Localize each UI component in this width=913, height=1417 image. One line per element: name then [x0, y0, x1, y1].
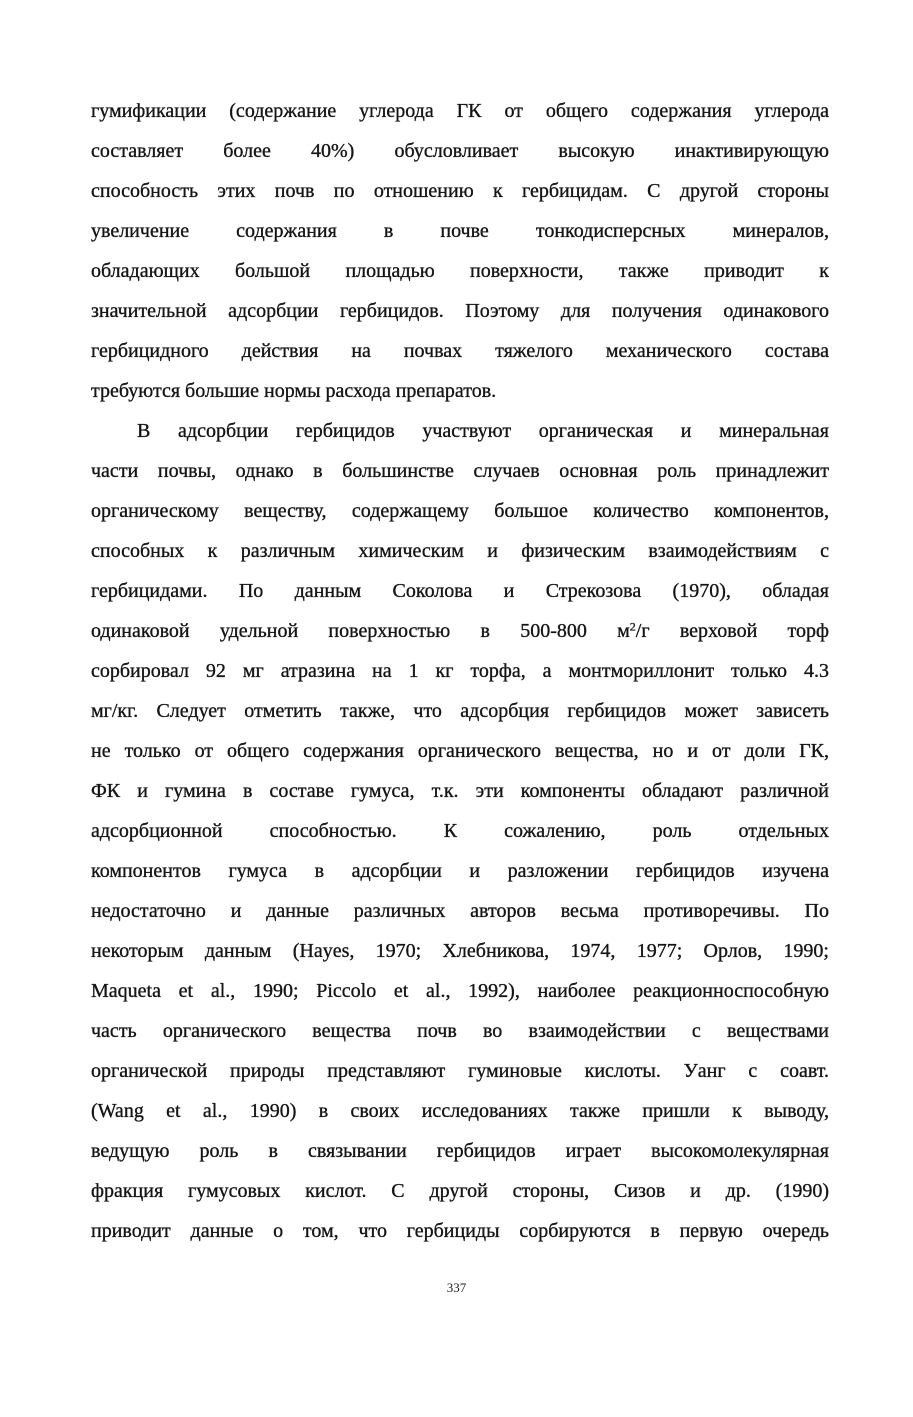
paragraph-1: [91, 91, 829, 411]
text-line: (Wang et al., 1990) в своих исследованиях также пришли к выводу,: [91, 1100, 829, 1122]
text-line: органическому веществу, содержащему большое количество компонентов,: [91, 500, 829, 522]
text-line: Maqueta et al., 1990; Piccolo et al., 1992), наиболее реакционноспособную: [91, 980, 829, 1002]
text-line: значительной адсорбции гербицидов. Поэтому для получения одинакового: [91, 300, 829, 322]
text-line: требуются большие нормы расхода препаратов.: [91, 380, 497, 402]
text-line: способность этих почв по отношению к гербицидам. С другой стороны: [91, 180, 829, 202]
text-line: гумификации (содержание углерода ГК от общего содержания углерода: [91, 100, 829, 122]
text-line: приводит данные о том, что гербициды сорбируются в первую очередь: [91, 1220, 829, 1242]
text-line: недостаточно и данные различных авторов весьма противоречивы. По: [91, 900, 829, 922]
text-line: ведущую роль в связывании гербицидов играет высокомолекулярная: [91, 1140, 829, 1162]
text-line: часть органического вещества почв во взаимодействии с веществами: [91, 1020, 829, 1042]
text-segment: /г верховой торф: [635, 620, 829, 642]
text-line-with-superscript: [91, 611, 829, 651]
text-line: увеличение содержания в почве тонкодисперсных минералов,: [91, 220, 829, 242]
text-line: некоторым данным (Hayes, 1970; Хлебникова, 1974, 1977; Орлов, 1990;: [91, 940, 829, 962]
text-line: обладающих большой площадью поверхности, также приводит к: [91, 260, 829, 282]
text-line: гербицидами. По данным Соколова и Стрекозова (1970), обладая: [91, 580, 829, 602]
text-line: не только от общего содержания органического вещества, но и от доли ГК,: [91, 740, 829, 762]
text-line: составляет более 40%) обусловливает высокую инактивирующую: [91, 140, 829, 162]
text-line: фракция гумусовых кислот. С другой стороны, Сизов и др. (1990): [91, 1180, 829, 1202]
text-line: способных к различным химическим и физическим взаимодействиям с: [91, 540, 829, 562]
text-line: сорбировал 92 мг атразина на 1 кг торфа, а монтмориллонит только 4.3: [91, 660, 829, 682]
text-line: адсорбционной способностью. К сожалению, роль отдельных: [91, 820, 829, 842]
text-line: части почвы, однако в большинстве случаев основная роль принадлежит: [91, 460, 829, 482]
text-line: В адсорбции гербицидов участвуют органическая и минеральная: [137, 420, 829, 442]
text-line: ФК и гумина в составе гумуса, т.к. эти компоненты обладают различной: [91, 780, 829, 802]
page-number: 337: [446, 1280, 467, 1295]
text-line: компонентов гумуса в адсорбции и разложении гербицидов изучена: [91, 860, 829, 882]
text-line: гербицидного действия на почвах тяжелого механического состава: [91, 340, 829, 362]
superscript: 2: [629, 619, 636, 634]
paragraph-2: [91, 411, 829, 1251]
text-segment: одинаковой удельной поверхностью в 500-800 м: [91, 620, 630, 642]
text-line: органической природы представляют гуминовые кислоты. Уанг с соавт.: [91, 1060, 829, 1082]
text-line: мг/кг. Следует отметить также, что адсорбция гербицидов может зависеть: [91, 700, 829, 722]
